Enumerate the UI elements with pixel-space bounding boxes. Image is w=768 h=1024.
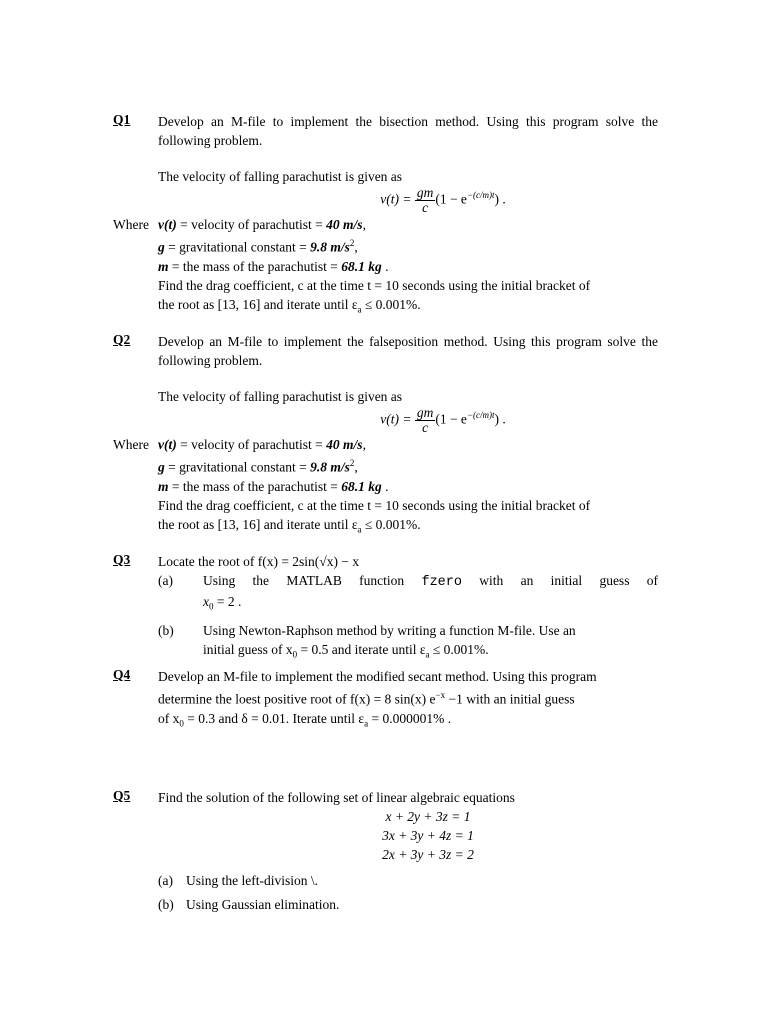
equation-1: x + 2y + 3z = 1 xyxy=(385,809,471,824)
where-line-gravity: g = gravitational constant = 9.8 $m/s^2$, xyxy=(158,238,358,255)
question-intro: Locate the root of f(x) = 2sin(√x) − x xyxy=(158,554,360,569)
question-3 xyxy=(113,552,658,664)
velocity-statement: The velocity of falling parachutist is given as xyxy=(158,169,403,184)
question-2 xyxy=(113,332,658,539)
q4-line-2: determine the loest positive root of f(x) = 8 sin(x) $e^{-x} -1$ with an initial guess xyxy=(158,690,575,707)
q4-line-1: Develop an M-file to implement the modified secant method. Using this program xyxy=(158,669,597,684)
find-line-1: Find the drag coefficient, c at the time t = 10 seconds using the initial bracket of xyxy=(158,277,591,293)
question-intro: Develop an M-file to implement the falseposition method. Using this program solve the following problem. xyxy=(158,334,658,368)
q4-line-3: of $x_0 = 0.3$ and δ = 0.01. Iterate until $\varepsilon_a = 0.000001\%$ . xyxy=(158,710,452,729)
velocity-formula: v(t) = $\frac{gm}{c}$ $(1 - e^{-(c/m)t})$ . xyxy=(380,405,506,435)
question-label: Q1 xyxy=(113,112,131,127)
part-b: (b) Using Newton-Raphson method by writing a function M-file. Use an initial guess of $x_0 = 0.5$ and iterate until $\varepsilon_a \le 0.001\%$. xyxy=(158,622,576,660)
find-line-2: the root as [13, 16] and iterate until $\varepsilon_a \le 0.001\%$. xyxy=(158,516,421,535)
equation-3: 2x + 3y + 3z = 2 xyxy=(382,847,474,862)
question-label: Q3 xyxy=(113,552,131,567)
equation-2: 3x + 3y + 4z = 1 xyxy=(382,828,474,843)
question-1 xyxy=(113,112,658,319)
velocity-formula: v(t) = $\frac{gm}{c}$ $(1 - e^{-(c/m)t})$ . xyxy=(380,185,506,215)
question-intro: Develop an M-file to implement the bisection method. Using this program solve the following problem. xyxy=(158,114,658,148)
velocity-statement: The velocity of falling parachutist is given as xyxy=(158,389,403,404)
question-intro: Find the solution of the following set of linear algebraic equations xyxy=(158,790,515,805)
where-line-gravity: g = gravitational constant = 9.8 $m/s^2$, xyxy=(158,458,358,475)
where-line-velocity: Where v(t) = velocity of parachutist = 40 m/s, xyxy=(113,217,366,232)
part-a: (a) Using the left-division \. xyxy=(158,873,318,888)
question-label: Q4 xyxy=(113,667,131,682)
question-4 xyxy=(113,667,658,733)
where-line-velocity: Where v(t) = velocity of parachutist = 40 m/s, xyxy=(113,437,366,452)
where-line-mass: m = the mass of the parachutist = 68.1 kg . xyxy=(158,258,389,274)
question-label: Q2 xyxy=(113,332,131,347)
part-b: (b) Using Gaussian elimination. xyxy=(158,897,340,912)
question-5 xyxy=(113,788,658,914)
part-a: (a) Using the MATLAB function fzero with an initial guess of $x_0 = 2$ . xyxy=(158,573,658,612)
find-line-1: Find the drag coefficient, c at the time t = 10 seconds using the initial bracket of xyxy=(158,497,591,513)
where-line-mass: m = the mass of the parachutist = 68.1 kg . xyxy=(158,478,389,494)
question-label: Q5 xyxy=(113,788,131,803)
find-line-2: the root as [13, 16] and iterate until $\varepsilon_a \le 0.001\%$. xyxy=(158,296,421,315)
